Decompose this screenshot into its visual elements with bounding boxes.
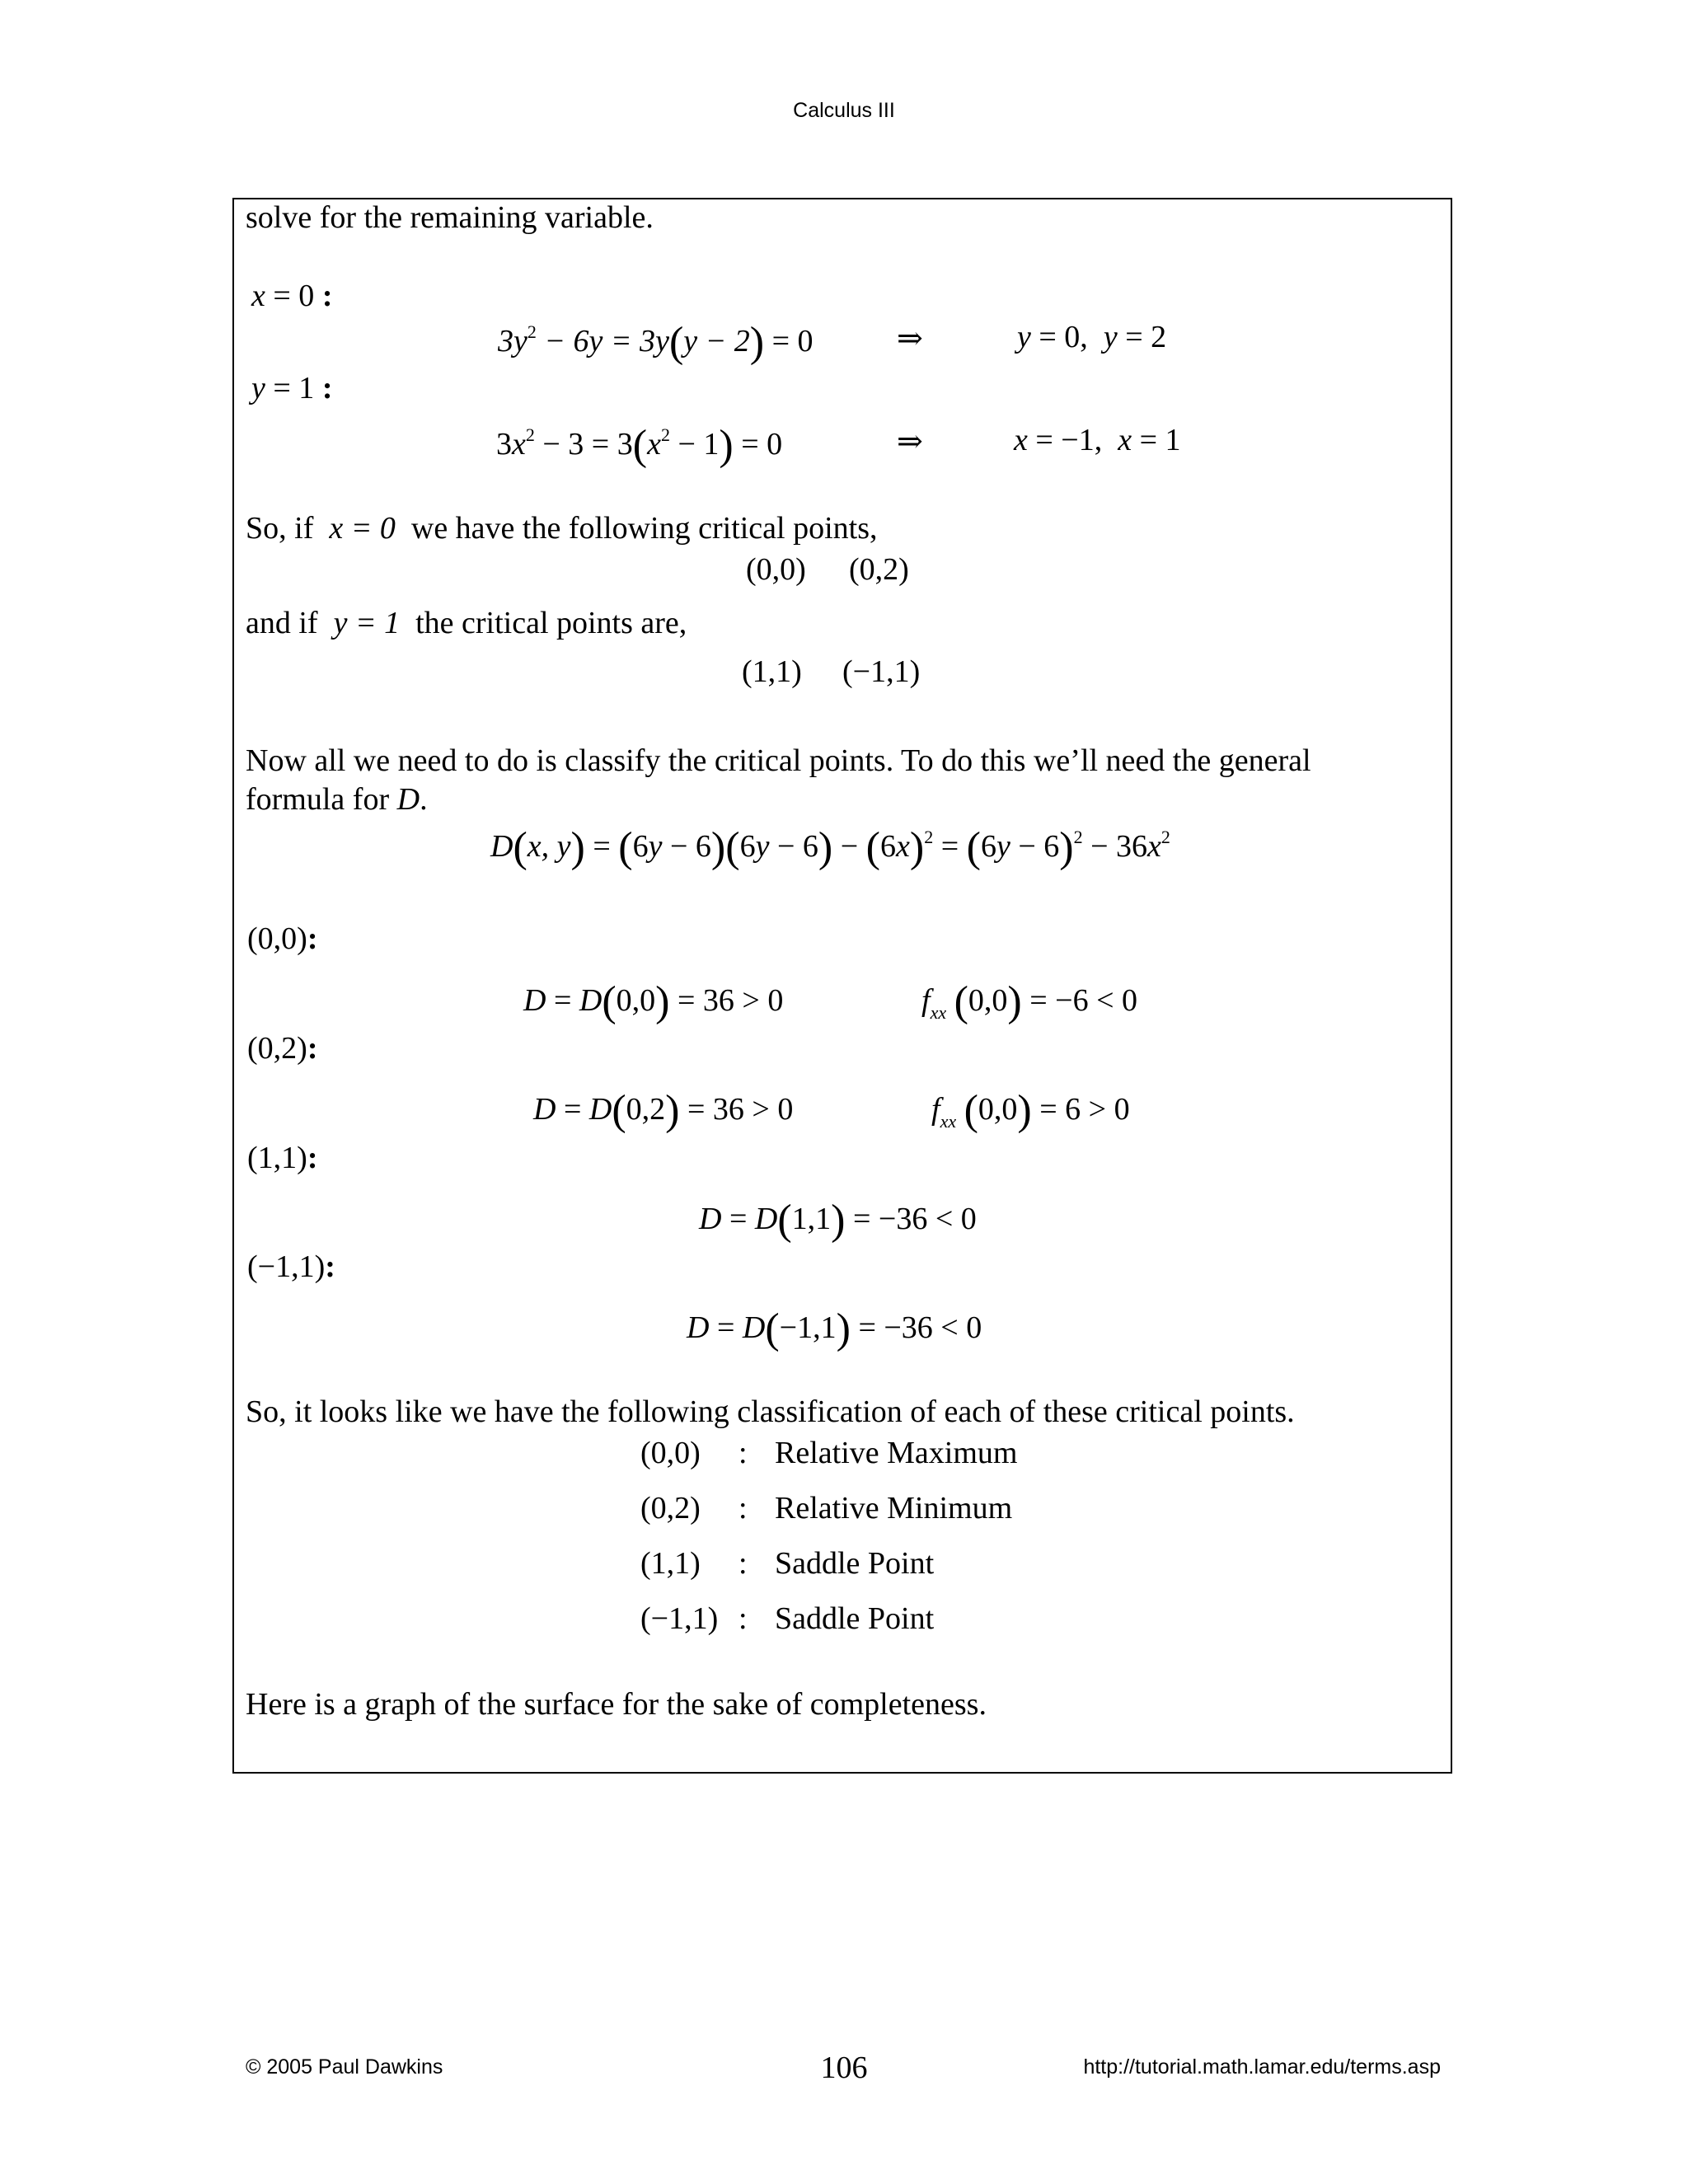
para-critical-y1: and if y = 1 the critical points are, (246, 606, 687, 640)
case-equation-y1: $3x^2 - 3 = 3(x^2 - 1) = 0$ (496, 422, 783, 469)
class-type-saddle-point: Saddle Point (775, 1601, 935, 1636)
footer-copyright: © 2005 Paul Dawkins (246, 2055, 443, 2079)
para-classify-line2: formula for D. (246, 782, 428, 817)
critical-point-0-0: (0,0) (746, 552, 806, 587)
check-d-1-1: D = D(1,1) = −36 < 0 (699, 1197, 977, 1244)
class-point-1-1: (1,1) (640, 1546, 701, 1581)
example-box (232, 198, 1452, 1774)
implies-arrow-1: ⇒ (897, 321, 923, 356)
class-point-neg1-1: (−1,1) (640, 1601, 719, 1636)
check-label-0-2: (0,2): (247, 1031, 318, 1066)
check-label-1-1: (1,1): (247, 1141, 318, 1175)
class-type-relative-minimum: Relative Minimum (775, 1491, 1013, 1526)
check-fxx-0-0: $f_{xx}$ (0,0) = −6 < 0 (921, 978, 1138, 1025)
class-type-relative-maximum: Relative Maximum (775, 1436, 1018, 1470)
para-critical-x0: So, if x = 0 we have the following critical points, (246, 511, 878, 546)
para-classify-line1: Now all we need to do is classify the critical points. To do this we’ll need the general (246, 743, 1311, 778)
class-sep: : (738, 1546, 748, 1581)
case-label-x0: x = 0 : (251, 279, 333, 313)
footer-url[interactable]: http://tutorial.math.lamar.edu/terms.asp (1083, 2055, 1441, 2079)
discriminant-formula: D(x, $y) = (6y - 6)(6y - 6) - (6x)^2 = (6y - 6)^2 - 36x^2$ (490, 824, 1170, 871)
intro-text: solve for the remaining variable. (246, 200, 654, 235)
check-label-neg1-1: (−1,1): (247, 1249, 335, 1284)
page-header: Calculus III (793, 99, 895, 122)
class-sep: : (738, 1601, 748, 1636)
class-sep: : (738, 1436, 748, 1470)
check-d-0-2: D = D(0,2) = 36 > 0 (533, 1087, 794, 1134)
check-d-neg1-1: D = D(−1,1) = −36 < 0 (687, 1305, 982, 1352)
page-number: 106 (820, 2050, 868, 2085)
case-equation-x0: $3y^2 - 6y = 3y(y - 2) = 0$ (498, 319, 814, 366)
check-fxx-0-2: $f_{xx}$ (0,0) = 6 > 0 (931, 1087, 1130, 1134)
check-d-0-0: D = D(0,0) = 36 > 0 (523, 978, 784, 1025)
class-point-0-0: (0,0) (640, 1436, 701, 1470)
critical-point-0-2: (0,2) (849, 552, 909, 587)
class-type-saddle-point: Saddle Point (775, 1546, 935, 1581)
check-label-0-0: (0,0): (247, 921, 318, 956)
case-label-y1: y = 1 : (251, 371, 333, 405)
critical-point-1-1: (1,1) (742, 654, 802, 689)
class-point-0-2: (0,2) (640, 1491, 701, 1526)
para-classification: So, it looks like we have the following classification of each of these critical points. (246, 1394, 1295, 1429)
class-sep: : (738, 1491, 748, 1526)
para-graph-note: Here is a graph of the surface for the sake of completeness. (246, 1687, 987, 1722)
case-result-x0: y = 0, y = 2 (1017, 320, 1167, 354)
case-result-y1: x = −1, x = 1 (1014, 423, 1181, 457)
critical-point-neg1-1: (−1,1) (842, 654, 921, 689)
implies-arrow-2: ⇒ (897, 424, 923, 459)
